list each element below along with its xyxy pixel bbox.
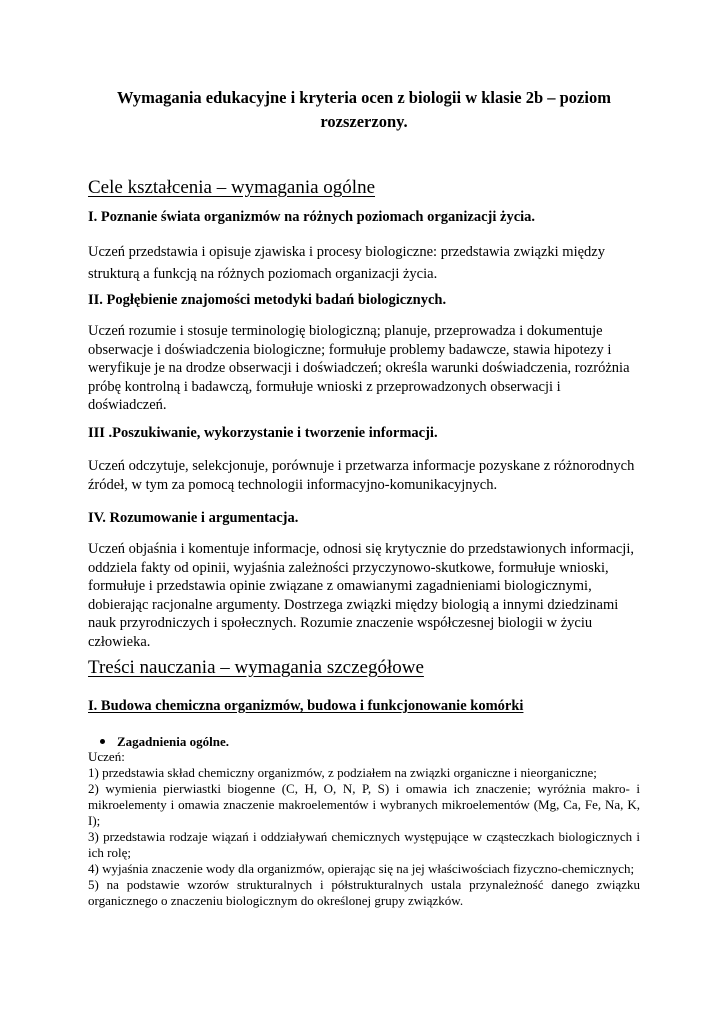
goal-1-text: Uczeń przedstawia i opisuje zjawiska i procesy biologiczne: przedstawia związki między strukturą a funkcją na różnych poziomach organizacji życia. (88, 244, 605, 282)
list-item: 4) wyjaśnia znaczenie wody dla organizmów, opierając się na jej właściwościach fizyczno-chemicznych; (88, 861, 635, 876)
list-item: 5) na podstawie wzorów strukturalnych i półstrukturalnych ustala przynależność danego związku organicznego o znaczeniu biologicznym do określonej grupy związków. (88, 877, 640, 908)
list-intro: Uczeń: (88, 749, 125, 764)
goal-3-heading: III .Poszukiwanie, wykorzystanie i tworzenie informacji. (88, 425, 438, 441)
goal-4-heading: IV. Rozumowanie i argumentacja. (88, 510, 299, 526)
list-item: 2) wymienia pierwiastki biogenne (C, H, O, N, P, S) i omawia ich znaczenie; wyróżnia makro- i mikroelementy i omawia znaczenie makroelementów i wybranych mikroelementów (Mg, Ca, Fe, Na, K, I); (88, 781, 640, 828)
chapter-heading-chemistry-cell: I. Budowa chemiczna organizmów, budowa i funkcjonowanie komórki (88, 698, 524, 714)
requirements-list (88, 749, 640, 909)
bullet-dot-icon (100, 739, 105, 744)
list-item: 1) przedstawia skład chemiczny organizmów, z podziałem na związki organiczne i nieorganiczne; (88, 765, 597, 780)
list-item: 3) przedstawia rodzaje wiązań i oddziaływań chemicznych występujące w cząsteczkach biologicznych i ich rolę; (88, 829, 640, 860)
section-heading-general-goals: Cele kształcenia – wymagania ogólne (88, 177, 376, 198)
bullet-general-topics (100, 734, 229, 750)
section-heading-detailed-content: Treści nauczania – wymagania szczegółowe (88, 657, 424, 678)
goal-3-text: Uczeń odczytuje, selekcjonuje, porównuje i przetwarza informacje pozyskane z różnorodnych źródeł, w tym za pomocą technologii informacyjno-komunikacyjnych. (88, 458, 635, 493)
goal-2-text: Uczeń rozumie i stosuje terminologię biologiczną; planuje, przeprowadza i dokumentuje obserwacje i doświadczenia biologiczne; formułuje problemy badawcze, stawia hipotezy i weryfikuje je na drodze obserwacji i doświadczeń; określa warunki doświadczenia, rozróżnia próbę kontrolną i badawczą, formułuje wnioski z przeprowadzonych obserwacji i doświadczeń. (88, 323, 630, 413)
goal-1-heading: I. Poznanie świata organizmów na różnych poziomach organizacji życia. (88, 209, 536, 225)
goal-4-text: Uczeń objaśnia i komentuje informacje, odnosi się krytycznie do przedstawionych informacji, oddziela fakty od opinii, wyjaśnia zależności przyczynowo-skutkowe, formułuje wnioski, formułuje i przedstawia opinie związane z omawianymi zagadnieniami biologicznymi, dobierając racjonalne argumenty. Dostrzega związki między biologią a innymi dziedzinami nauk przyrodniczych i społecznych. Rozumie znaczenie współczesnej biologii w życiu człowieka. (88, 541, 634, 650)
bullet-label: Zagadnienia ogólne. (117, 734, 229, 749)
goal-2-heading: II. Pogłębienie znajomości metodyki badań biologicznych. (88, 292, 447, 308)
document-title: Wymagania edukacyjne i kryteria ocen z biologii w klasie 2b – poziom rozszerzony. (117, 88, 611, 131)
